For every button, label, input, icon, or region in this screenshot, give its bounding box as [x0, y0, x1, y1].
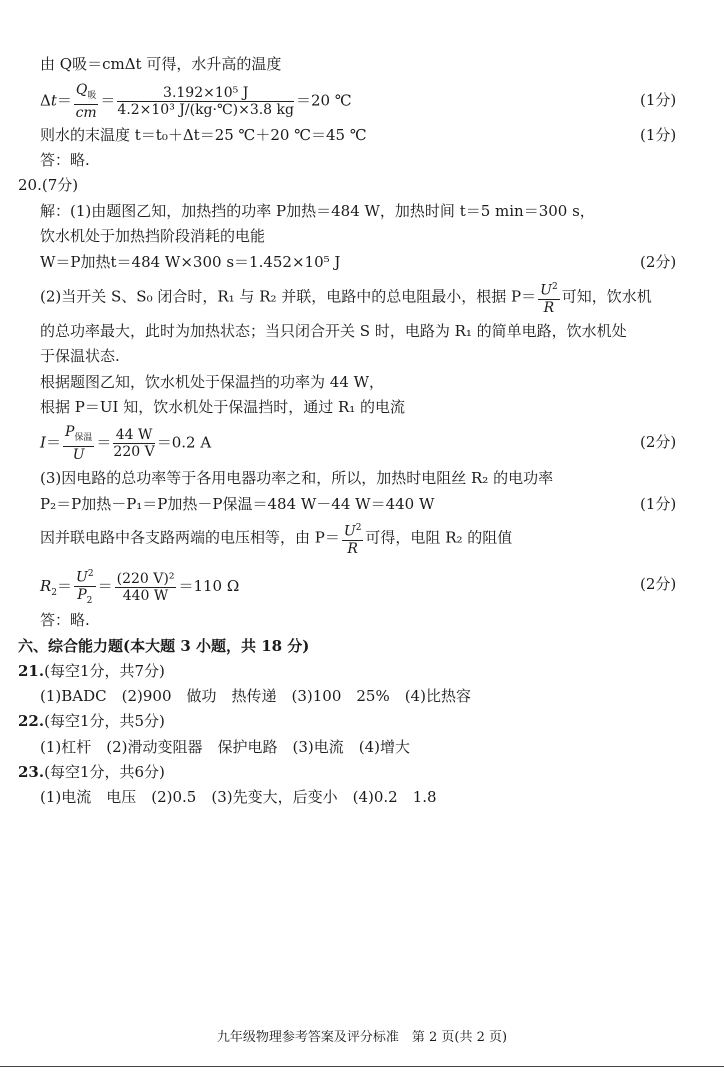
- q21-number: 21.: [18, 662, 45, 680]
- q20-r2-result: ＝110 Ω: [178, 577, 240, 596]
- q19-score2: (1分): [640, 126, 677, 144]
- q20-line5: 的总功率最大，此时为加热状态；当只闭合开关 S 时，电路为 R₁ 的简单电路，饮水机处: [40, 322, 627, 340]
- q20-score4: (2分): [640, 575, 677, 593]
- q20-line10: (3)因电路的总功率等于各用电器功率之和，所以，加热时电阻丝 R₂ 的电功率: [40, 469, 554, 487]
- q19-score1: (1分): [640, 91, 677, 109]
- q20-frac-r2: [115, 571, 177, 604]
- q20-r2-formula: $R_2=$ $\frac{U^2}{P_2}$ ＝ $\frac{\text{(220 V)²}}{440 W}$ ＝110 Ω: [40, 566, 239, 608]
- q19-result: ＝20 ℃: [295, 91, 352, 110]
- q23-heading: [18, 763, 165, 781]
- q22-heading: [18, 712, 165, 730]
- q20-r2-num: (220 V)²: [116, 570, 175, 587]
- q20-line1: 解：(1)由题图乙知，加热挡的功率 P加热＝484 W，加热时间 t＝5 min＝300 s，: [40, 202, 595, 220]
- q20-line7: 根据题图乙知，饮水机处于保温挡的功率为 44 W，: [40, 373, 385, 391]
- q19-frac-num: 3.192×10⁵ J: [117, 85, 294, 102]
- q19-frac-q-cm: $\frac{Q_吸}{cm}$: [75, 82, 97, 121]
- q20-frac-current: [113, 427, 154, 460]
- q19-answer: 答：略.: [40, 151, 90, 169]
- q20-score1: (2分): [640, 253, 677, 271]
- q19-line3: 则水的末温度 t＝t₀＋Δt＝25 ℃＋20 ℃＝45 ℃: [40, 126, 367, 144]
- q20-answer: 答：略.: [40, 611, 90, 629]
- q19-frac-values: [117, 85, 294, 118]
- q23-number: 23.: [18, 763, 45, 781]
- section6-title: 六、综合能力题(本大题 3 小题，共 18 分): [18, 637, 310, 655]
- q19-line1: 由 Q吸＝cmΔt 可得，水升高的温度: [40, 55, 282, 73]
- q20-current-num: 44 W: [113, 427, 154, 444]
- q20-line12-a: 因并联电路中各支路两端的电压相等，由 P＝: [40, 528, 340, 547]
- q19-formula: Δt＝ $\frac{Q_吸}{cm}$ ＝ $\frac{\text{3.192×10⁵ J}}{\text{4.2×10³ J/(kg·℃)×3.8 kg}}$ ＝20 ℃: [40, 82, 352, 121]
- q23-points: (每空1分，共6分): [44, 763, 165, 781]
- q20-line12-b: 可得，电阻 R₂ 的阻值: [365, 528, 513, 547]
- q20-score3: (1分): [640, 495, 677, 513]
- q20-line3: W＝P加热t＝484 W×300 s＝1.452×10⁵ J: [40, 253, 341, 271]
- bottom-rule: [0, 1066, 724, 1067]
- q20-line8: 根据 P＝UI 知，饮水机处于保温挡时，通过 R₁ 的电流: [40, 398, 406, 416]
- q22-number: 22.: [18, 712, 45, 730]
- q23-answers: (1)电流 电压 (2)0.5 (3)先变大，后变小 (4)0.2 1.8: [40, 788, 437, 806]
- q20-line4-a: (2)当开关 S、S₀ 闭合时，R₁ 与 R₂ 并联，电路中的总电阻最小，根据 P＝: [40, 287, 537, 306]
- page-footer: 九年级物理参考答案及评分标准 第 2 页(共 2 页): [216, 1030, 508, 1045]
- q20-current-result: ＝0.2 A: [156, 433, 212, 452]
- q20-line2: 饮水机处于加热挡阶段消耗的电能: [40, 227, 266, 245]
- q19-frac-den: 4.2×10³ J/(kg·℃)×3.8 kg: [117, 101, 294, 118]
- q20-heading: 20.(7分): [18, 176, 79, 194]
- q20-frac-u2r-2: $\frac{U^2}{R}$: [342, 520, 364, 557]
- q22-points: (每空1分，共5分): [44, 712, 165, 730]
- q20-line6: 于保温状态.: [40, 347, 120, 365]
- q21-heading: [18, 662, 165, 680]
- q20-frac-u2r: $\frac{U^2}{R}$: [538, 279, 560, 316]
- q20-line4-b: 可知，饮水机: [561, 287, 652, 306]
- q20-current-den: 220 V: [113, 443, 155, 460]
- q22-answers: (1)杠杆 (2)滑动变阻器 保护电路 (3)电流 (4)增大: [40, 738, 410, 756]
- q20-current-formula: I＝ $\frac{P_{保温}}{U}$ ＝ $\frac{44 W}{220 V}$ ＝0.2 A: [40, 424, 212, 463]
- q20-line11: P₂＝P加热－P₁＝P加热－P保温＝484 W－44 W＝440 W: [40, 495, 435, 513]
- q20-line4: [40, 279, 652, 316]
- q21-points: (每空1分，共7分): [44, 662, 165, 680]
- q20-score2: (2分): [640, 433, 677, 451]
- q21-answers: (1)BADC (2)900 做功 热传递 (3)100 25% (4)比热容: [40, 687, 471, 705]
- q20-r2-den: 440 W: [122, 587, 169, 604]
- q20-frac-p-u: $\frac{P_{保温}}{U}$: [64, 424, 93, 463]
- q20-frac-u2p2: $\frac{U^2}{P_2}$: [74, 566, 96, 608]
- q20-line12: [40, 520, 512, 557]
